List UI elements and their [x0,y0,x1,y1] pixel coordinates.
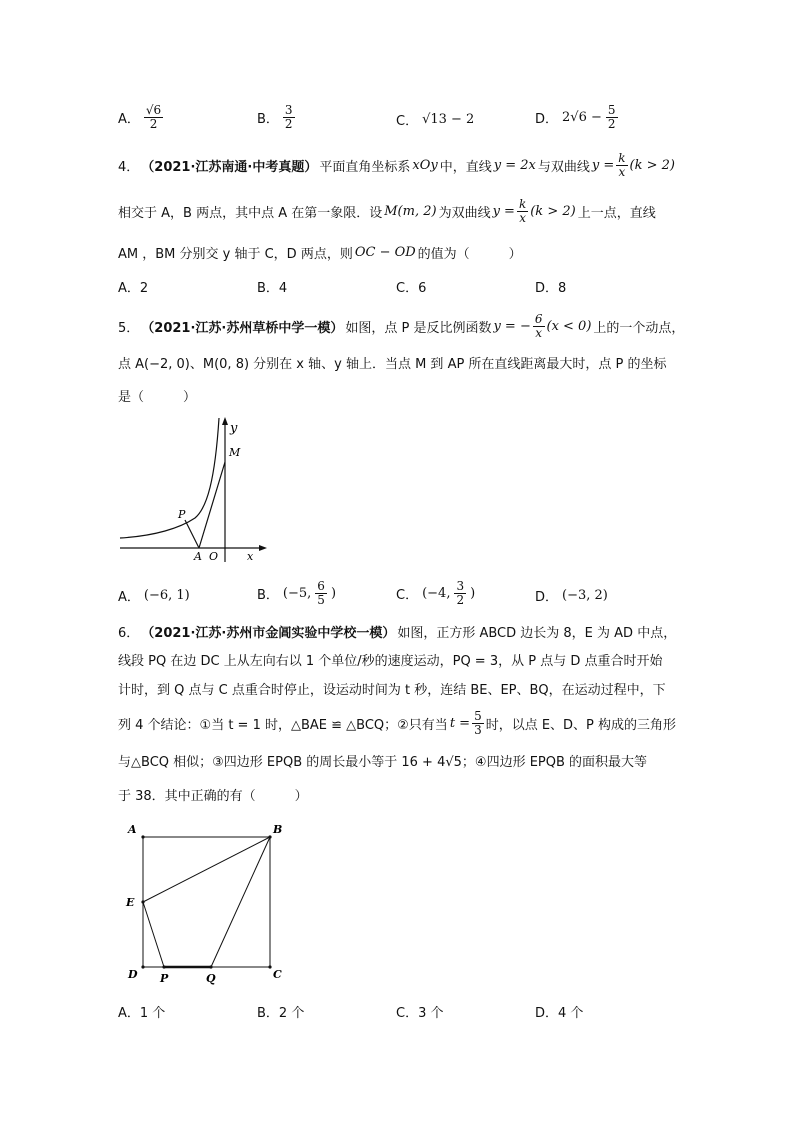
math: y = − [493,319,531,334]
q6-line-4 [118,710,676,737]
label-o: O [209,550,219,563]
fraction [533,313,545,340]
point-b [268,835,271,838]
fraction [616,152,627,179]
fraction [606,104,618,131]
question-source: （2021·江苏南通·中考真题） [141,160,318,175]
q6-option-d: D．4 个 [535,1006,584,1021]
q6-square-figure [118,820,293,990]
point-q [209,965,212,968]
text: 与双曲线 [537,160,590,175]
segment-am [199,462,225,548]
label-m: M [229,446,241,459]
text: 上的一个动点， [593,321,685,336]
option-value: √13 − 2 [422,112,475,127]
q4-line-2 [118,198,656,225]
option-label: C． [396,588,419,603]
math: (k > 2) [530,204,576,219]
option-value: (−3, 2) [562,588,608,603]
math: y = 2x [493,158,536,173]
numerator: 6 [534,312,543,326]
math: (k > 2) [629,158,675,173]
text: AM ，BM 分别交 y 轴于 C，D 两点，则 [118,247,353,262]
text: 平面直角坐标系 [319,160,411,175]
option-label: B． [257,112,279,127]
denominator: 2 [284,117,293,131]
label-d: D [128,968,138,981]
q5-line-1 [118,313,684,340]
q6-line-1 [118,622,676,641]
denominator: x [519,211,526,225]
question-number: 5． [118,321,140,336]
math: y = [492,204,515,219]
q5-line-3: 是（ ） [118,390,197,405]
point-p [162,965,165,968]
option-label: D． [535,590,559,605]
label-p: P [178,508,186,521]
q4-option-c: C．6 [396,281,427,296]
square-abcd [143,837,270,967]
question-source: （2021·江苏·苏州草桥中学一模） [141,321,344,336]
denominator: 2 [456,593,465,607]
fraction [315,580,327,607]
math: M(m, 2) [384,204,437,219]
q5-line-2: 点 A(−2, 0)、M(0, 8) 分别在 x 轴、y 轴上．当点 M 到 AP 所在直线距离最大时，点 P 的坐标 [118,357,667,372]
option-label: A． [118,112,140,127]
math: (x < 0) [546,319,592,334]
option-value: 2√6 − [562,110,602,125]
text: 的值为（ ） [417,247,522,262]
q5-option-c [396,580,475,607]
q6-line-5: 与△BCQ 相似；③四边形 EPQB 的周长最小等于 16 + 4√5；④四边形 EPQB 的面积最大等 [118,755,648,770]
q5-hyperbola-figure [115,410,275,565]
q6-line-2: 线段 PQ 在边 DC 上从左向右以 1 个单位/秒的速度运动，PQ = 3，从 P 点与 D 点重合时开始 [118,654,663,669]
option-label: D． [535,112,559,127]
option-label: A． [118,590,140,605]
label-b: B [273,823,283,836]
option-label: B． [257,588,279,603]
segment-pa [185,520,199,548]
label-a: A [128,823,137,836]
numerator: 3 [284,103,293,117]
label-c: C [273,968,282,981]
q4-line-1 [118,152,675,179]
q4-option-b: B．4 [257,281,288,296]
q6-line-3: 计时，到 Q 点与 C 点重合时停止，设运动时间为 t 秒，连结 BE、EP、BQ，在运动过程中，下 [118,683,666,698]
x-axis-arrow [259,545,267,551]
label-y: y [230,421,238,436]
label-a: A [194,550,202,563]
math: y = [591,158,615,173]
denominator: 2 [607,117,616,131]
text: 相交于 A，B 两点，其中点 A 在第一象限．设 [118,206,383,221]
y-axis-arrow [222,417,228,425]
math: t = [449,716,471,731]
label-x: x [247,550,254,563]
q3-option-c [396,110,474,129]
point-c [268,965,271,968]
text: 为双曲线 [438,206,491,221]
q3-option-b [257,104,295,131]
label-q: Q [206,972,216,985]
denominator: 2 [149,117,158,131]
text: 如图，点 P 是反比例函数 [345,321,492,336]
q4-option-d: D．8 [535,281,567,296]
question-number: 4． [118,160,140,175]
numerator: √6 [145,103,162,117]
math: xOy [412,158,438,173]
label-e: E [126,896,135,909]
option-value: ) [470,586,476,601]
q5-option-a [118,586,190,605]
option-value: ) [330,586,337,601]
fraction [283,104,295,131]
q4-option-a: A．2 [118,281,149,296]
text: 时，以点 E、D、P 构成的三角形 [485,718,677,733]
numerator: 5 [474,709,482,723]
text: 列 4 个结论：①当 t = 1 时，△BAE ≌ △BCQ；②只有当 [118,718,448,733]
text: 中，直线 [439,160,492,175]
hyperbola-curve [120,418,219,538]
denominator: 5 [317,593,325,607]
question-number: 6． [118,626,140,641]
fraction [517,198,528,225]
q4-line-3 [118,243,522,262]
segment-be [143,837,270,902]
math: OC − OD [354,245,416,260]
q6-option-c: C．3 个 [396,1006,444,1021]
point-d [141,965,144,968]
point-e [141,900,144,903]
q6-line-6: 于 38．其中正确的有（ ） [118,789,308,804]
fraction [144,104,163,131]
numerator: 6 [317,579,325,593]
q5-option-d [535,586,608,605]
fraction [472,710,484,737]
q6-option-b: B．2 个 [257,1006,305,1021]
q3-option-a [118,104,163,131]
label-p: P [160,972,169,985]
point-a [141,835,144,838]
numerator: 3 [456,579,465,593]
option-value: (−5, [282,586,312,601]
segment-bq [211,837,270,967]
fraction [454,580,466,607]
text: 如图，正方形 ABCD 边长为 8，E 为 AD 中点， [397,626,677,641]
numerator: k [518,197,527,211]
option-value: (−6, 1) [143,588,190,603]
q6-option-a: A．1 个 [118,1006,166,1021]
question-source: （2021·江苏·苏州市金阊实验中学校一模） [141,626,396,641]
q3-option-d [535,104,618,131]
numerator: k [618,151,626,165]
text: 上一点，直线 [577,206,656,221]
q5-option-b [257,580,336,607]
numerator: 5 [607,103,616,117]
denominator: x [535,326,543,340]
denominator: 3 [474,723,482,737]
option-value: (−4, [422,586,451,601]
denominator: x [618,165,626,179]
option-label: C． [396,114,419,129]
segment-ep [143,902,164,967]
